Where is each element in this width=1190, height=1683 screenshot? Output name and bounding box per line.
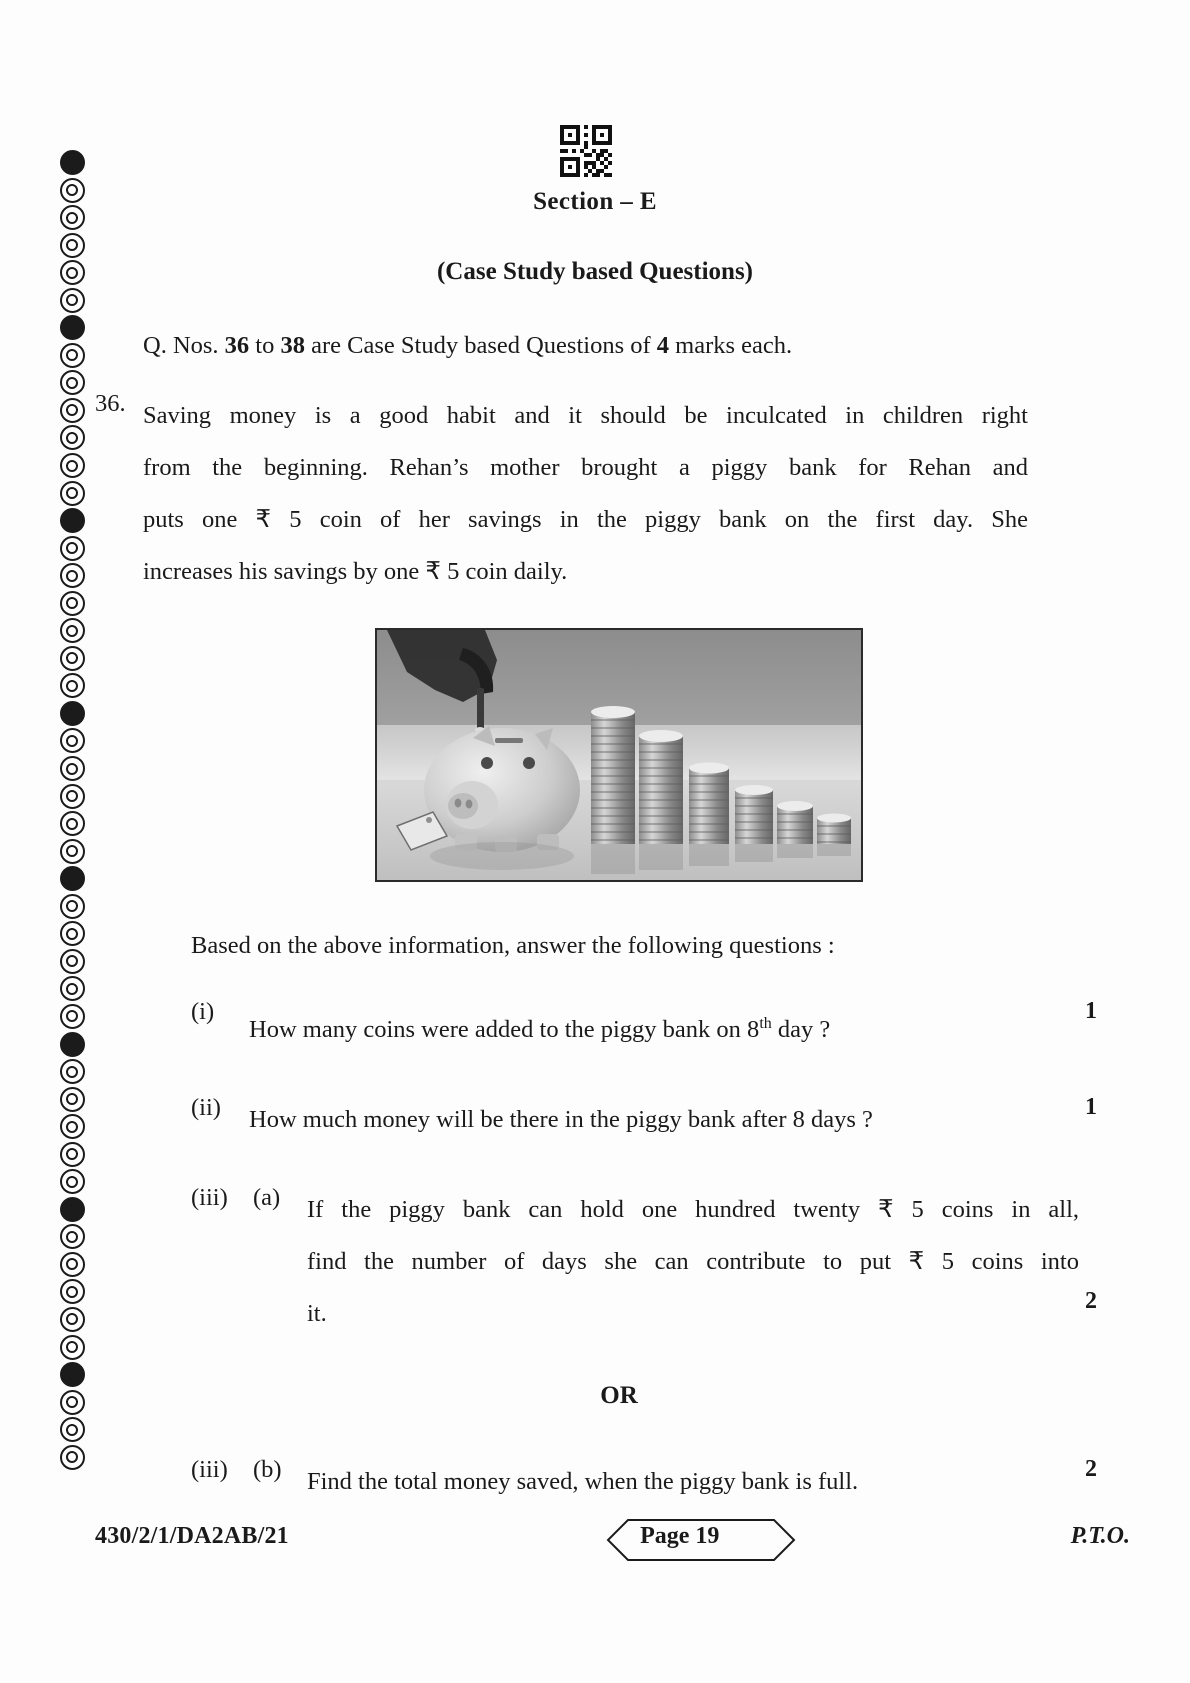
spiral-ring bbox=[60, 701, 85, 726]
page-number-label: Page 19 bbox=[640, 1523, 720, 1549]
marks-value: 1 bbox=[1085, 998, 1097, 1024]
spiral-ring bbox=[60, 343, 85, 368]
page-number-box bbox=[606, 1518, 753, 1555]
spiral-ring bbox=[60, 1362, 85, 1387]
spiral-ring bbox=[60, 563, 85, 588]
spiral-ring bbox=[60, 1114, 85, 1139]
spiral-ring bbox=[60, 370, 85, 395]
spiral-ring bbox=[60, 205, 85, 230]
spiral-ring bbox=[60, 1197, 85, 1222]
spiral-ring bbox=[60, 811, 85, 836]
instr-mid: to bbox=[249, 332, 281, 359]
question-36 bbox=[95, 390, 1095, 1508]
spiral-ring bbox=[60, 178, 85, 203]
subquestion-text: How much money will be there in the piggy bank after 8 days ? bbox=[249, 1106, 873, 1134]
spiral-ring bbox=[60, 1142, 85, 1167]
section-title: Section – E bbox=[533, 188, 657, 215]
spiral-ring bbox=[60, 398, 85, 423]
spiral-ring bbox=[60, 1004, 85, 1029]
subquestion-line: it. bbox=[307, 1300, 327, 1328]
spiral-ring bbox=[60, 1445, 85, 1470]
spiral-ring bbox=[60, 453, 85, 478]
subquestion-text bbox=[307, 1184, 1079, 1340]
spiral-ring bbox=[60, 866, 85, 891]
spiral-ring bbox=[60, 1252, 85, 1277]
subquestion-ii bbox=[143, 1094, 1095, 1146]
subquestion-iii-a bbox=[143, 1184, 1095, 1340]
subquestion-label: (iii) bbox=[191, 1456, 228, 1484]
subquestion-text-tail: day ? bbox=[771, 1016, 831, 1044]
question-line: increases his savings by one ₹ 5 coin daily. bbox=[143, 558, 568, 585]
spiral-ring bbox=[60, 1335, 85, 1360]
qr-code-icon bbox=[560, 125, 612, 177]
paper-code: 430/2/1/DA2AB/21 bbox=[95, 1523, 289, 1549]
spiral-ring bbox=[60, 591, 85, 616]
spiral-ring bbox=[60, 618, 85, 643]
spiral-ring bbox=[60, 260, 85, 285]
section-subtitle: (Case Study based Questions) bbox=[436, 258, 754, 285]
spiral-ring bbox=[60, 728, 85, 753]
spiral-binding bbox=[52, 150, 92, 1470]
question-line: from the beginning. Rehan’s mother brought a piggy bank for Rehan and bbox=[143, 454, 1028, 481]
spiral-ring bbox=[60, 481, 85, 506]
based-on-text: Based on the above information, answer the following questions : bbox=[191, 932, 835, 959]
or-divider: OR bbox=[600, 1382, 638, 1410]
instr-prefix: Q. Nos. bbox=[143, 332, 225, 359]
spiral-ring bbox=[60, 921, 85, 946]
spiral-ring bbox=[60, 1059, 85, 1084]
marks-value: 2 bbox=[1085, 1288, 1097, 1315]
subquestion-line: find the number of days she can contribute to put ₹ 5 coins into bbox=[307, 1248, 1079, 1276]
marks-value: 1 bbox=[1085, 1094, 1097, 1121]
spiral-ring bbox=[60, 1390, 85, 1415]
page-content bbox=[95, 180, 1095, 1508]
spiral-ring bbox=[60, 976, 85, 1001]
spiral-ring bbox=[60, 1087, 85, 1112]
spiral-ring bbox=[60, 839, 85, 864]
spiral-ring bbox=[60, 536, 85, 561]
instr-to: 38 bbox=[280, 332, 305, 359]
instr-from: 36 bbox=[224, 332, 250, 359]
question-line: puts one ₹ 5 coin of her savings in the piggy bank on the first day. She bbox=[143, 506, 1028, 533]
spiral-ring bbox=[60, 646, 85, 671]
spiral-ring bbox=[60, 1032, 85, 1057]
subquestion-label: (i) bbox=[191, 998, 215, 1025]
instr-end: marks each. bbox=[669, 332, 793, 359]
subquestion-label: (iii) bbox=[191, 1184, 228, 1212]
subquestion-text-main: How many coins were added to the piggy bank on 8 bbox=[249, 1016, 760, 1044]
section-instructions bbox=[95, 332, 1095, 360]
piggy-bank-photo bbox=[377, 630, 861, 880]
subquestion-iii-b bbox=[143, 1456, 1095, 1508]
page-footer bbox=[95, 1518, 1130, 1555]
subquestion-option-label: (b) bbox=[253, 1456, 282, 1484]
figure-frame bbox=[375, 628, 863, 882]
ordinal-suffix: th bbox=[759, 1015, 772, 1032]
spiral-ring bbox=[60, 508, 85, 533]
question-figure bbox=[143, 628, 1095, 882]
spiral-ring bbox=[60, 673, 85, 698]
spiral-ring bbox=[60, 150, 85, 175]
subquestion-line: If the piggy bank can hold one hundred twenty ₹ 5 coins in all, bbox=[307, 1196, 1079, 1224]
subquestion-label: (ii) bbox=[191, 1094, 221, 1122]
spiral-ring bbox=[60, 425, 85, 450]
marks-value: 2 bbox=[1085, 1456, 1097, 1483]
question-line: Saving money is a good habit and it should be inculcated in children right bbox=[143, 402, 1028, 429]
spiral-ring bbox=[60, 1224, 85, 1249]
spiral-ring bbox=[60, 1169, 85, 1194]
spiral-ring bbox=[60, 1279, 85, 1304]
spiral-ring bbox=[60, 233, 85, 258]
spiral-ring bbox=[60, 1417, 85, 1442]
pto-label: P.T.O. bbox=[1070, 1523, 1130, 1549]
spiral-ring bbox=[60, 1307, 85, 1332]
subquestion-option-label: (a) bbox=[253, 1184, 281, 1212]
question-body bbox=[143, 390, 1028, 598]
spiral-ring bbox=[60, 288, 85, 313]
subquestion-text: Find the total money saved, when the piggy bank is full. bbox=[307, 1468, 859, 1496]
subquestion-i bbox=[143, 998, 1095, 1056]
spiral-ring bbox=[60, 756, 85, 781]
spiral-ring bbox=[60, 784, 85, 809]
question-number: 36. bbox=[95, 390, 126, 417]
subquestion-text bbox=[249, 998, 1079, 1056]
spiral-ring bbox=[60, 949, 85, 974]
spiral-ring bbox=[60, 894, 85, 919]
instr-suffix: are Case Study based Questions of bbox=[304, 332, 657, 359]
instr-marks: 4 bbox=[656, 332, 670, 359]
spiral-ring bbox=[60, 315, 85, 340]
